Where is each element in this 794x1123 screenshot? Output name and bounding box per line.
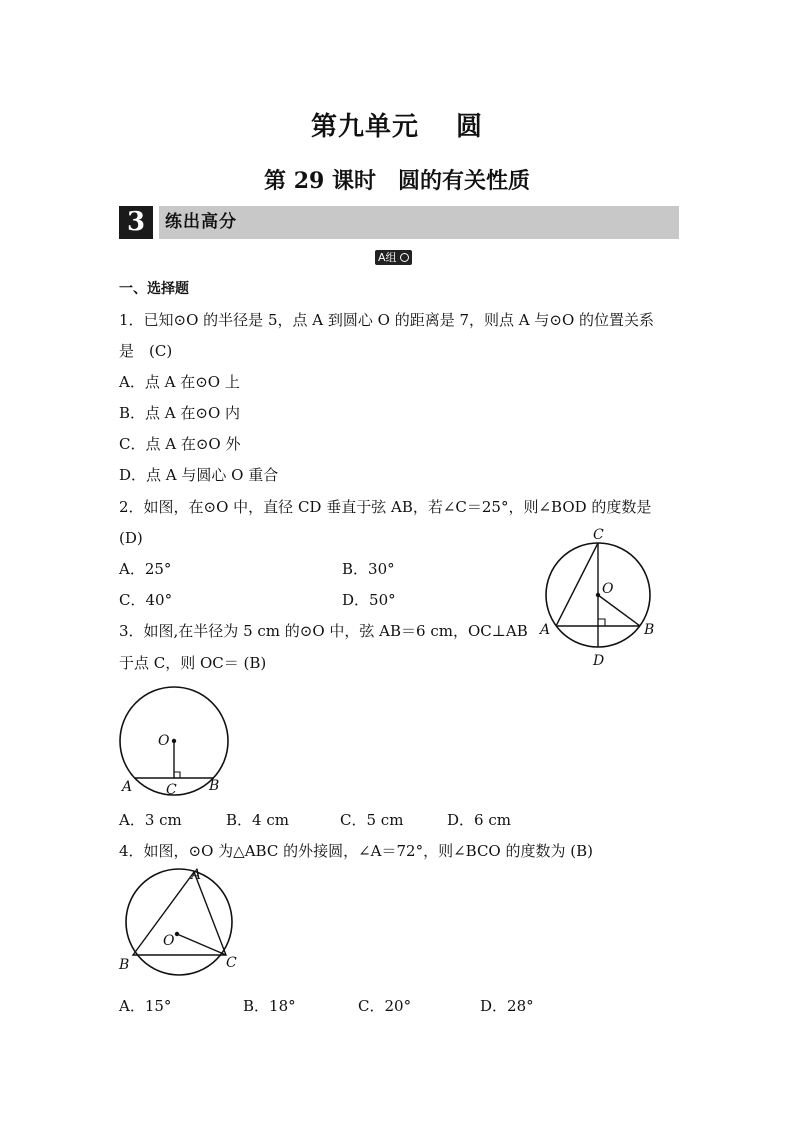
q4-stem: 4．如图，⊙O 为△ABC 的外接圆，∠A＝72°，则∠BCO 的度数为 (B) <box>119 842 593 860</box>
magnifier-icon <box>400 253 409 262</box>
q2-option-a: A．25° <box>119 560 172 578</box>
q2-segment-ca <box>556 543 598 626</box>
q4-circle <box>126 869 232 975</box>
q2-stem-line1: 2．如图，在⊙O 中，直径 CD 垂直于弦 AB，若∠C＝25°，则∠BOD 的度数是 <box>119 498 652 516</box>
q3-label-c: C <box>166 782 177 798</box>
q4-label-o: O <box>163 933 175 949</box>
q4-option-b: B．18° <box>243 997 296 1015</box>
q4-label-b: B <box>119 957 130 973</box>
q2-center-dot <box>596 593 600 597</box>
q4-label-a: A <box>191 867 202 883</box>
q2-figure <box>536 522 660 670</box>
q1-option-d: D．点 A 与圆心 O 重合 <box>119 466 279 484</box>
q3-option-c: C．5 cm <box>340 811 404 829</box>
banner-badge-stripe <box>153 206 159 239</box>
q3-option-a: A．3 cm <box>119 811 182 829</box>
q2-segment-ob <box>598 595 640 626</box>
lesson-title: 第 29 课时 圆的有关性质 <box>264 168 530 194</box>
group-tag <box>375 250 412 265</box>
q3-stem-line1: 3．如图,在半径为 5 cm 的⊙O 中，弦 AB＝6 cm，OC⊥AB <box>119 622 528 640</box>
q4-triangle-abc <box>133 872 226 955</box>
q3-right-angle-mark <box>174 772 180 778</box>
q1-stem-line2: 是 (C) <box>119 342 173 360</box>
q3-option-d: D．6 cm <box>447 811 511 829</box>
q2-option-b: B．30° <box>342 560 395 578</box>
q3-figure <box>112 682 240 800</box>
q3-label-a: A <box>122 779 133 795</box>
q3-stem-line2: 于点 C，则 OC＝ (B) <box>119 654 267 672</box>
q1-option-b: B．点 A 在⊙O 内 <box>119 404 241 422</box>
q2-label-c: C <box>593 527 604 543</box>
q2-label-b: B <box>644 622 655 638</box>
q2-stem-line2: (D) <box>119 529 143 547</box>
q2-label-a: A <box>540 622 551 638</box>
q4-option-d: D．28° <box>480 997 534 1015</box>
q4-label-c: C <box>226 955 237 971</box>
section-heading: 一、选择题 <box>119 281 189 297</box>
q1-option-c: C．点 A 在⊙O 外 <box>119 435 241 453</box>
q4-option-c: C．20° <box>358 997 412 1015</box>
q2-option-d: D．50° <box>342 591 396 609</box>
q3-label-b: B <box>209 778 220 794</box>
q2-option-c: C．40° <box>119 591 173 609</box>
q3-center-dot <box>172 739 176 743</box>
q2-label-o: O <box>602 581 614 597</box>
q2-right-angle-mark <box>598 619 605 626</box>
section-banner <box>119 206 679 239</box>
q4-option-a: A．15° <box>119 997 172 1015</box>
q1-stem-line1: 1．已知⊙O 的半径是 5，点 A 到圆心 O 的距离是 7，则点 A 与⊙O 的位置关系 <box>119 311 655 329</box>
q4-center-dot <box>175 932 179 936</box>
unit-title: 第九单元 圆 <box>310 112 484 142</box>
q1-option-a: A．点 A 在⊙O 上 <box>119 373 240 391</box>
q2-label-d: D <box>593 653 605 669</box>
q4-figure <box>114 864 244 976</box>
group-tag-label: A组 <box>378 251 397 264</box>
q3-label-o: O <box>158 733 170 749</box>
banner-title: 练出高分 <box>165 212 237 232</box>
banner-badge: 3 <box>119 206 153 239</box>
q3-option-b: B．4 cm <box>226 811 289 829</box>
